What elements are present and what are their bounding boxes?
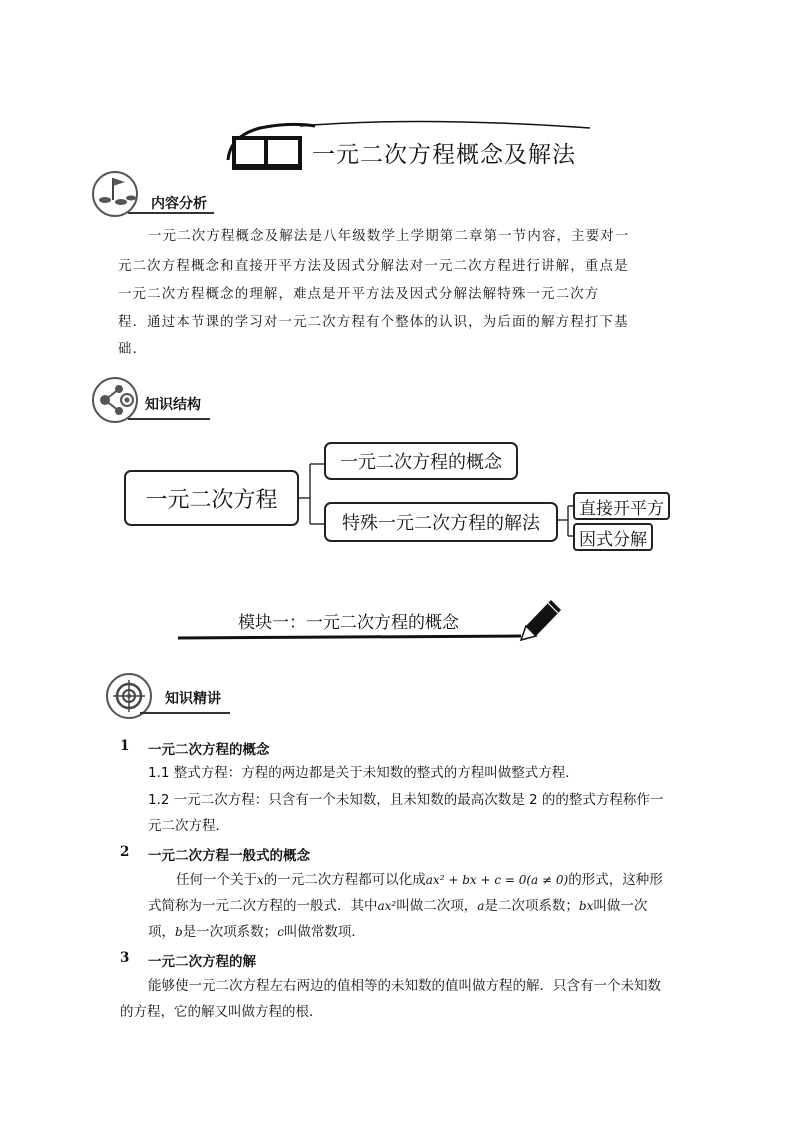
item1-number: 1 (120, 738, 130, 754)
item2-l1-b: 的一元二次方程都可以化成 (263, 872, 426, 888)
item3-title: 一元二次方程的解 (148, 954, 256, 970)
knowledge-explain-icon (105, 672, 165, 722)
section-label-content: 内容分析 (151, 196, 207, 212)
item1-title: 一元二次方程的概念 (148, 742, 270, 758)
item2-l3-b: 是一次项系数； (182, 924, 278, 940)
intro-line-4: 程．通过本节课的学习对一元二次方程有个整体的认识，为后面的解方程打下基 (118, 315, 629, 330)
knowledge-structure-underline (128, 418, 210, 420)
mindmap-method-1: 直接开平方 (573, 492, 670, 520)
item2-number: 2 (120, 844, 130, 860)
intro-line-3: 一元二次方程概念的理解，难点是开平方法及因式分解法解特殊一元二次方 (118, 287, 600, 302)
item1-para-1-1: 1.1 整式方程：方程的两边都是关于未知数的整式的方程叫做整式方程． (148, 765, 579, 781)
item1-para-1-2a: 1.2 一元二次方程：只含有一个未知数，且未知数的最高次数是 2 的的整式方程称作一 (148, 792, 664, 808)
item2-l3-c: 叫做常数项． (283, 924, 365, 940)
section-label-structure: 知识结构 (145, 397, 201, 413)
intro-line-2: 元二次方程概念和直接开平方法及因式分解法对一元二次方程进行讲解，重点是 (118, 259, 629, 274)
item2-l3-b-var: b (175, 925, 183, 939)
item2-line-3 (148, 922, 365, 942)
item2-l2-ax2: ax² (377, 899, 397, 913)
item2-line-1 (176, 870, 663, 890)
page-title: 一元二次方程概念及解法 (312, 142, 576, 168)
item3-line-2: 的方程，它的解又叫做方程的根． (120, 1004, 323, 1020)
item2-l3-a: 项， (148, 924, 175, 940)
module-banner-line (176, 594, 566, 650)
item2-l3-c-var: c (277, 925, 284, 939)
intro-line-1: 一元二次方程概念及解法是八年级数学上学期第二章第一节内容，主要对一 (148, 229, 630, 244)
item2-l2-d: 叫做一次 (593, 898, 648, 914)
pencil-icon (521, 600, 561, 640)
item1-para-1-2b: 元二次方程． (148, 818, 229, 834)
item2-l1-equation: ax² + bx + c = 0 (425, 873, 527, 887)
intro-line-5: 础． (118, 342, 148, 357)
item2-l2-a-var: a (477, 899, 485, 913)
knowledge-explain-underline (140, 712, 230, 714)
module-banner-title: 模块一：一元二次方程的概念 (238, 613, 459, 633)
item3-line-1: 能够使一元二次方程左右两边的值相等的未知数的值叫做方程的解．只含有一个未知数 (148, 978, 661, 994)
section-label-knowledge: 知识精讲 (165, 691, 221, 707)
item2-l2-b: 叫做二次项， (396, 898, 478, 914)
item2-l2-bx: bx (578, 899, 594, 913)
mindmap-method-2: 因式分解 (573, 523, 653, 551)
mindmap-concept: 一元二次方程的概念 (324, 442, 518, 480)
item2-title: 一元二次方程一般式的概念 (148, 848, 310, 864)
item2-l1-c: 的形式，这种形 (568, 872, 663, 888)
item2-line-2 (148, 896, 647, 916)
item2-l1-x: x (257, 873, 264, 887)
mindmap-special: 特殊一元二次方程的解法 (324, 502, 558, 542)
item2-l1-condition: (a ≠ 0) (526, 873, 569, 887)
item2-l2-c: 是二次项系数； (484, 898, 579, 914)
item3-number: 3 (120, 950, 130, 966)
item2-l2-a: 式简称为一元二次方程的一般式．其中 (148, 898, 378, 914)
item2-l1-a: 任何一个关于 (176, 872, 257, 888)
mindmap-root: 一元二次方程 (124, 470, 299, 526)
